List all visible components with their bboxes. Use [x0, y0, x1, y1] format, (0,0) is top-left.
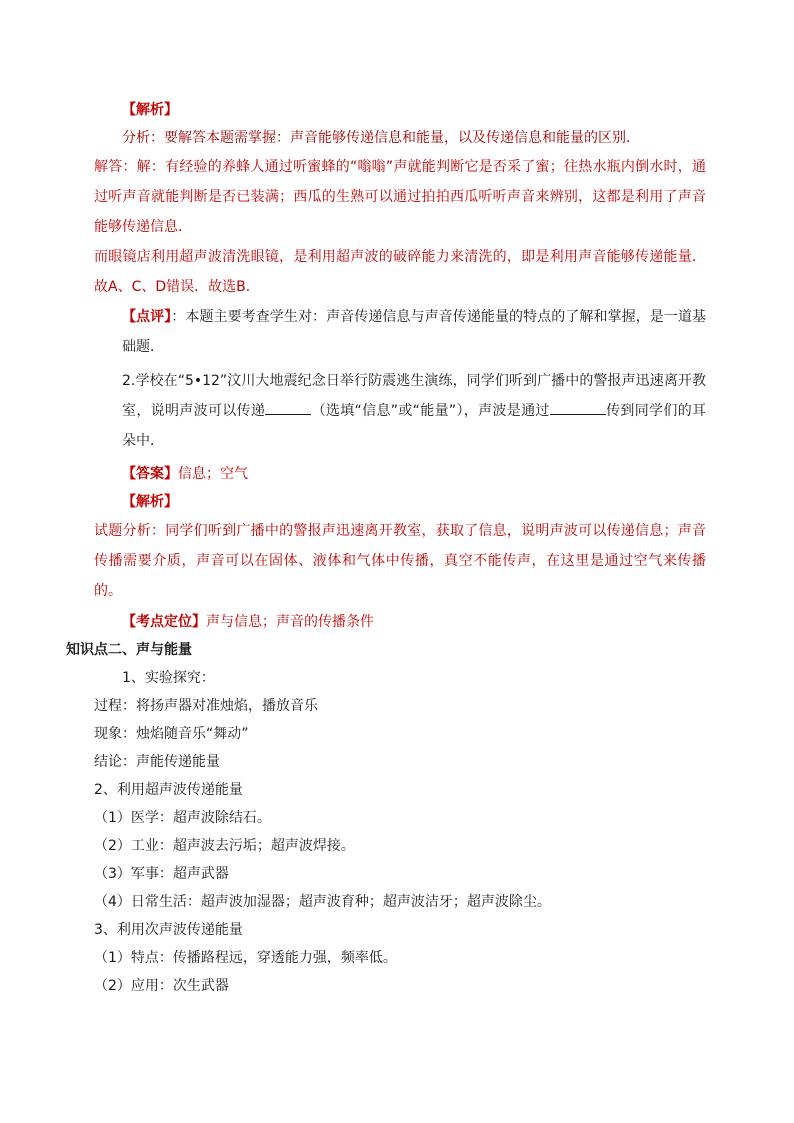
answer-label: 【答案】	[122, 466, 178, 482]
analysis-heading-2: 【解析】	[122, 494, 178, 510]
answer-text: 信息；空气	[178, 466, 248, 482]
solution-paragraph-1: 解答：解：有经验的养蜂人通过听蜜蜂的“嗡嗡”声就能判断它是否采了蜜；往热水瓶内倒水时，通过听声音就能判断是否已装满；西瓜的生熟可以通过拍拍西瓜听听声音来辨别，这都是利用了声音能够传递信息．	[94, 159, 706, 235]
knowledge-item-5: 2、利用超声波传递能量	[94, 782, 243, 798]
answer-line	[94, 460, 706, 488]
knowledge-item-9: （4）日常生活：超声波加湿器；超声波育种；超声波洁牙；超声波除尘。	[94, 894, 551, 910]
comment-paragraph	[94, 302, 706, 362]
analysis-text-2	[94, 516, 706, 606]
knowledge-item-6: （1）医学：超声波除结石。	[94, 810, 271, 826]
knowledge-item-10: 3、利用次声波传递能量	[94, 922, 243, 938]
solution-paragraph-2: 而眼镜店利用超声波清洗眼镜，是利用超声波的破碎能力来清洗的，即是利用声音能够传递能量．故A、C、D错误．故选B．	[94, 249, 706, 295]
comment-label: 【点评】	[122, 309, 172, 325]
question-2-text-a: 2.学校在“5•12”汶川大地震纪念日举行防震逃生演练，同学们听到广播中的警报声迅速离开教室，说明声波可以传递	[122, 373, 706, 419]
question-2-text-c: 传到同学们的耳朵中．	[122, 403, 707, 449]
analysis-text-1: 分析：要解答本题需掌握：声音能够传递信息和能量，以及传递信息和能量的区别．	[122, 130, 640, 146]
knowledge-item-1: 1、实验探究：	[122, 670, 215, 686]
knowledge-item-8: （3）军事：超声武器	[94, 866, 229, 882]
knowledge-section-title: 知识点二、声与能量	[66, 642, 192, 658]
knowledge-item-4: 结论：声能传递能量	[94, 754, 220, 770]
knowledge-item-12: （2）应用：次生武器	[94, 978, 229, 994]
question-2-text-b: （选填“信息”或“能量”），声波是通过	[311, 403, 550, 419]
analysis-text-2-content: 试题分析：同学们听到广播中的警报声迅速离开教室，获取了信息，说明声波可以传递信息；声音传播需要介质，声音可以在固体、液体和气体中传播，真空不能传声，在这里是通过空气来传播的。	[94, 523, 706, 599]
knowledge-item-11: （1）特点：传播路程远，穿透能力强，频率低。	[94, 950, 397, 966]
answer-blank-1	[265, 396, 311, 415]
knowledge-point-text: 声与信息；声音的传播条件	[206, 614, 374, 630]
knowledge-point-line	[94, 608, 706, 636]
knowledge-point-label: 【考点定位】	[122, 614, 206, 630]
answer-blank-2	[550, 396, 606, 415]
question-2	[94, 366, 706, 456]
comment-text: ：本题主要考查学生对：声音传递信息与声音传递能量的特点的了解和掌握，是一道基础题．	[122, 309, 707, 355]
analysis-heading-1: 【解析】	[122, 102, 178, 118]
knowledge-item-7: （2）工业：超声波去污垢；超声波焊接。	[94, 838, 355, 854]
knowledge-item-3: 现象：烛焰随音乐“舞动”	[94, 726, 249, 742]
document-content	[66, 96, 707, 1000]
knowledge-item-2: 过程：将扬声器对准烛焰，播放音乐	[94, 698, 318, 714]
